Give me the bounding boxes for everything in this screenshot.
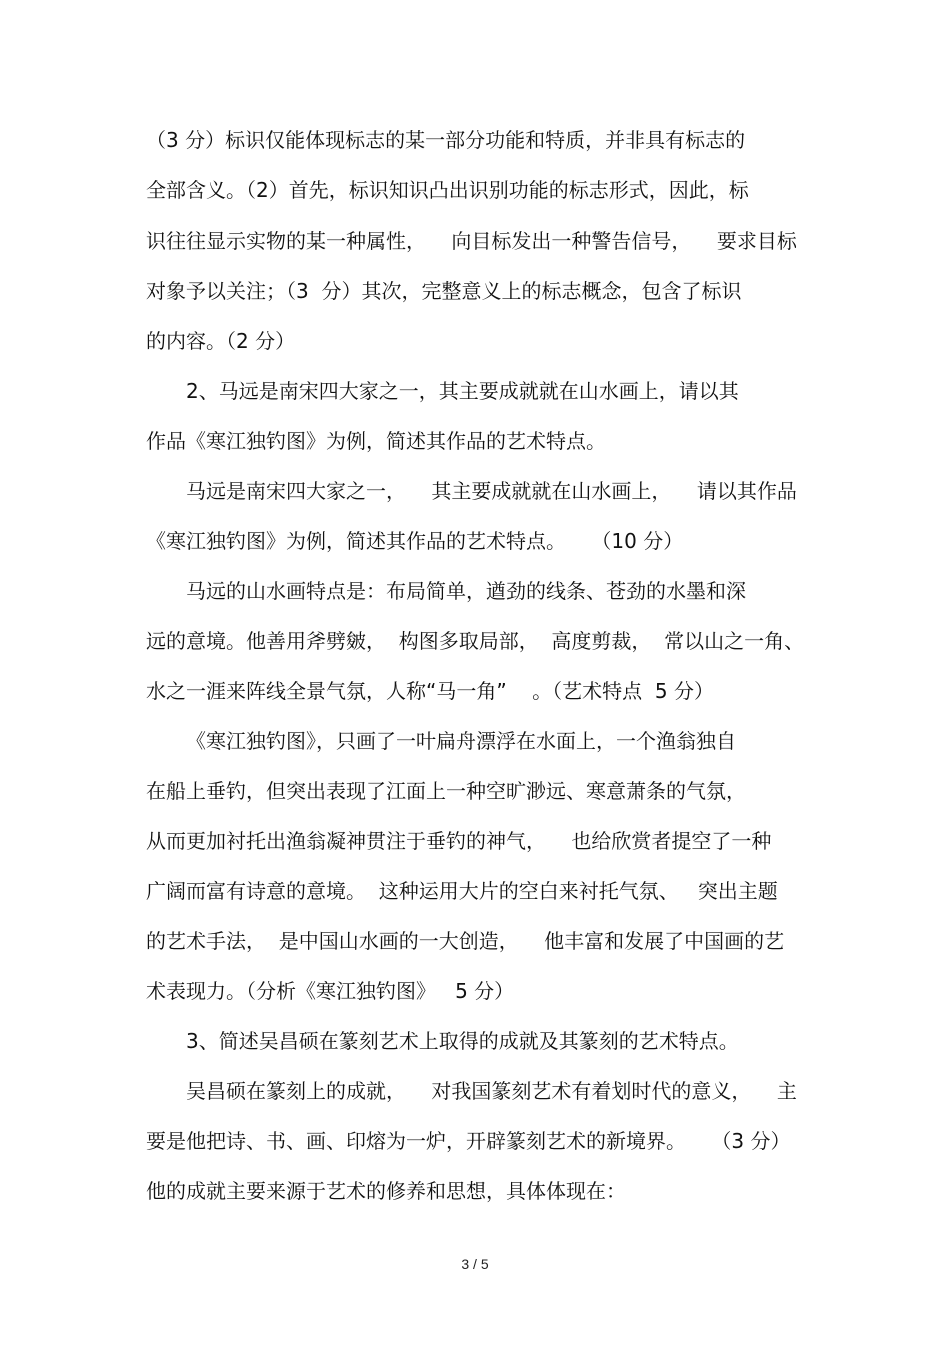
page-number: 3 / 5: [461, 1256, 489, 1272]
text-line: 作品《寒江独钓图》为例，简述其作品的艺术特点。: [146, 429, 606, 453]
text-line: 从而更加衬托出渔翁凝神贯注于垂钓的神气， 也给欣赏者提空了一种: [146, 829, 772, 853]
question-heading: 3、简述吴昌硕在篆刻艺术上取得的成就及其篆刻的艺术特点。: [186, 1029, 739, 1053]
text-line: 他的成就主要来源于艺术的修养和思想，具体体现在：: [146, 1179, 626, 1203]
text-line: 远的意境。他善用斧劈皴， 构图多取局部， 高度剪裁， 常以山之一角、: [146, 629, 805, 653]
text-line: 广阔而富有诗意的意境。 这种运用大片的空白来衬托气氛、 突出主题: [146, 879, 778, 903]
text-line: 水之一涯来阵线全景气氛，人称“马一角” 。（艺术特点 5 分）: [146, 679, 714, 703]
text-line: 《寒江独钓图》，只画了一叶扁舟漂浮在水面上，一个渔翁独自: [186, 729, 736, 753]
text-line: 识往往显示实物的某一种属性， 向目标发出一种警告信号， 要求目标: [146, 229, 797, 253]
text-line: （3 分）标识仅能体现标志的某一部分功能和特质，并非具有标志的: [146, 128, 746, 152]
text-line: 在船上垂钓，但突出表现了江面上一种空旷渺远、寒意萧条的气氛，: [146, 779, 746, 803]
text-line: 要是他把诗、书、画、印熔为一炉，开辟篆刻艺术的新境界。 （3 分）: [146, 1129, 791, 1153]
text-line: 马远的山水画特点是：布局简单，遒劲的线条、苍劲的水墨和深: [186, 579, 746, 603]
text-line: 吴昌硕在篆刻上的成就， 对我国篆刻艺术有着划时代的意义， 主: [186, 1079, 797, 1103]
text-line: 术表现力。（分析《寒江独钓图》 5 分）: [146, 979, 515, 1003]
text-line: 的内容。（2 分）: [146, 329, 296, 353]
text-line: 《寒江独钓图》为例，简述其作品的艺术特点。 （10 分）: [146, 529, 684, 553]
question-heading: 2、马远是南宋四大家之一，其主要成就就在山水画上，请以其: [186, 379, 739, 403]
text-line: 全部含义。（2）首先，标识知识凸出识别功能的标志形式，因此，标: [146, 178, 749, 202]
text-line: 的艺术手法， 是中国山水画的一大创造， 他丰富和发展了中国画的艺: [146, 929, 785, 953]
text-line: 对象予以关注；（3 分）其次，完整意义上的标志概念，包含了标识: [146, 279, 742, 303]
text-line: 马远是南宋四大家之一， 其主要成就就在山水画上， 请以其作品: [186, 479, 797, 503]
